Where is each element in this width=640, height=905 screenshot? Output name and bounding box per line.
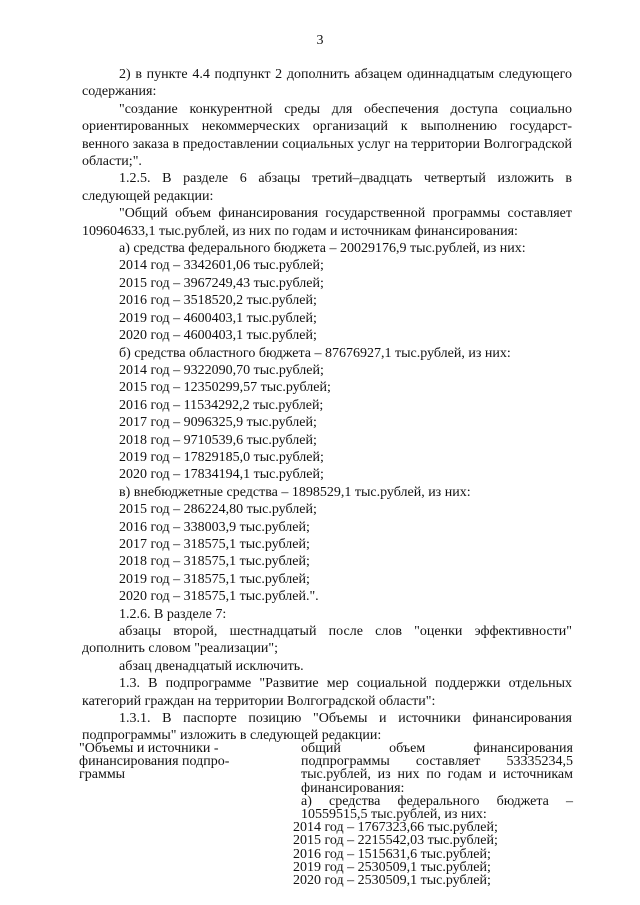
paragraph: 2015 год – 12350299,57 тыс.рублей; xyxy=(119,380,331,396)
paragraph: 2020 год – 4600403,1 тыс.рублей; xyxy=(119,328,317,344)
table-right-cell-line: 2014 год – 1767323,66 тыс.рублей; xyxy=(293,820,498,836)
paragraph: б) средства областного бюджета – 87676927,1 тыс.рублей, из них: xyxy=(119,345,511,361)
paragraph: 2019 год – 4600403,1 тыс.рублей; xyxy=(119,310,317,326)
paragraph: "Общий объем финансирования государственной программы составляет 109604633,1 тыс.рублей, из них по годам и источникам финансирования: xyxy=(82,206,572,239)
table-right-cell-line: общий объем финансирования подпрограммы составляет 53335234,5 тыс.рублей, из них по годам и источникам финансирования: xyxy=(301,741,573,796)
paragraph: 1.2.6. В разделе 7: xyxy=(119,606,227,622)
paragraph: "создание конкурентной среды для обеспечения доступа социально ориентированных некоммерческих организаций к выполнению государст-венного заказа в предоставлении социальных услуг на территории Волгоградской области;". xyxy=(82,101,572,170)
table-right-cell-line: 2015 год – 2215542,03 тыс.рублей; xyxy=(293,833,498,849)
paragraph: 2018 год – 9710539,6 тыс.рублей; xyxy=(119,432,317,448)
table-right-cell-line: 2020 год – 2530509,1 тыс.рублей; xyxy=(293,873,491,889)
paragraph: 2017 год – 318575,1 тыс.рублей; xyxy=(119,536,310,552)
paragraph: 2014 год – 9322090,70 тыс.рублей; xyxy=(119,362,324,378)
financing-table xyxy=(79,742,573,887)
paragraph: 2) в пункте 4.4 подпункт 2 дополнить абзацем одиннадцатым следующего содержания: xyxy=(82,67,572,100)
paragraph: а) средства федерального бюджета – 20029176,9 тыс.рублей, из них: xyxy=(119,241,526,257)
paragraph: 2015 год – 3967249,43 тыс.рублей; xyxy=(119,275,324,291)
paragraph: 2020 год – 318575,1 тыс.рублей.". xyxy=(119,589,319,605)
paragraph: 2019 год – 17829185,0 тыс.рублей; xyxy=(119,449,324,465)
paragraph: в) внебюджетные средства – 1898529,1 тыс.рублей, из них: xyxy=(119,484,471,500)
table-right-cell-line: 2016 год – 1515631,6 тыс.рублей; xyxy=(293,846,491,862)
table-right-cell xyxy=(273,742,573,887)
paragraph: 1.3. В подпрограмме "Развитие мер социальной поддержки отдельных категорий граждан на территории Волгоградской области": xyxy=(82,676,572,709)
paragraph: 1.2.5. В разделе 6 абзацы третий–двадцать четвертый изложить в следующей редакции: xyxy=(82,171,572,204)
paragraph: 2016 год – 338003,9 тыс.рублей; xyxy=(119,519,310,535)
paragraph: абзац двенадцатый исключить. xyxy=(119,658,304,674)
paragraph: абзацы второй, шестнадцатый после слов "оценки эффективности" дополнить словом "реализации"; xyxy=(82,624,572,657)
document-body xyxy=(82,66,572,745)
paragraph: 2014 год – 3342601,06 тыс.рублей; xyxy=(119,258,324,274)
paragraph: 2018 год – 318575,1 тыс.рублей; xyxy=(119,554,310,570)
paragraph: 2016 год – 3518520,2 тыс.рублей; xyxy=(119,293,317,309)
paragraph: 1.3.1. В паспорте позицию "Объемы и источники финансирования подпрограммы" изложить в следующей редакции: xyxy=(82,711,572,744)
table-right-cell-line: а) средства федерального бюджета – 10559515,5 тыс.рублей, из них: xyxy=(301,793,573,823)
table-left-cell xyxy=(79,742,255,887)
table-left-cell-text: "Объемы и источники - финансирования подпро-граммы xyxy=(79,741,230,783)
paragraph: 2016 год – 11534292,2 тыс.рублей; xyxy=(119,397,324,413)
table-right-cell-line: 2019 год – 2530509,1 тыс.рублей; xyxy=(293,859,491,875)
paragraph: 2017 год – 9096325,9 тыс.рублей; xyxy=(119,415,317,431)
paragraph: 2020 год – 17834194,1 тыс.рублей; xyxy=(119,467,324,483)
paragraph: 2019 год – 318575,1 тыс.рублей; xyxy=(119,571,310,587)
page-number: 3 xyxy=(316,33,324,48)
paragraph: 2015 год – 286224,80 тыс.рублей; xyxy=(119,502,317,518)
